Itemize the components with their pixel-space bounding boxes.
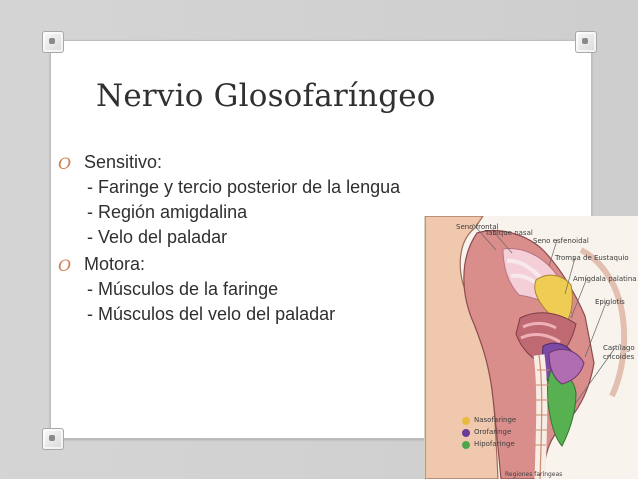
label-trompa-eustaquio: Trompa de Eustaquio [555,254,629,262]
subitem-velo: - Velo del paladar [87,227,228,247]
subitem-musculos-velo: - Músculos del velo del paladar [87,304,336,324]
legend-marker-orofaringe [462,429,470,437]
anatomy-figure [424,216,638,479]
slide-content [58,150,448,329]
pin-top-left [42,31,64,53]
bullet-heading: Sensitivo: [84,152,163,172]
legend-marker-nasofaringe [462,417,470,425]
pin-top-right [575,31,597,53]
subitem-faringe: - Faringe y tercio posterior de la lengua [87,177,401,197]
subitem-amigdalina: - Región amigdalina [87,202,248,222]
bullet-marker: O [58,256,72,275]
bullet-item-sensitivo [58,150,448,250]
bullet-marker: O [58,154,72,173]
bullet-item-motora [58,252,448,327]
label-amigdala-palatina: Amígdala palatina [573,275,637,283]
label-tabique-nasal: Tabique nasal [485,229,533,237]
label-cartilago-cricoides: Cartílago cricoides [603,344,635,361]
legend-marker-hipofaringe [462,441,470,449]
label-seno-esfenoidal: Seno esfenoidal [533,237,589,245]
pin-bottom-left [42,428,64,450]
label-seno-frontal: Seno frontal [456,223,499,231]
slide-title: Nervio Glosofaríngeo [96,78,436,114]
label-epiglotis: Epiglotis [595,298,625,306]
legend-nasofaringe: Nasofaringe [474,416,517,424]
figure-caption: Regiones faríngeas [505,471,563,478]
subitem-musculos-faringe: - Músculos de la faringe [87,279,279,299]
legend-hipofaringe: Hipofaringe [474,440,515,448]
bullet-heading: Motora: [84,254,146,274]
legend-orofaringe: Orofaringe [474,428,512,436]
